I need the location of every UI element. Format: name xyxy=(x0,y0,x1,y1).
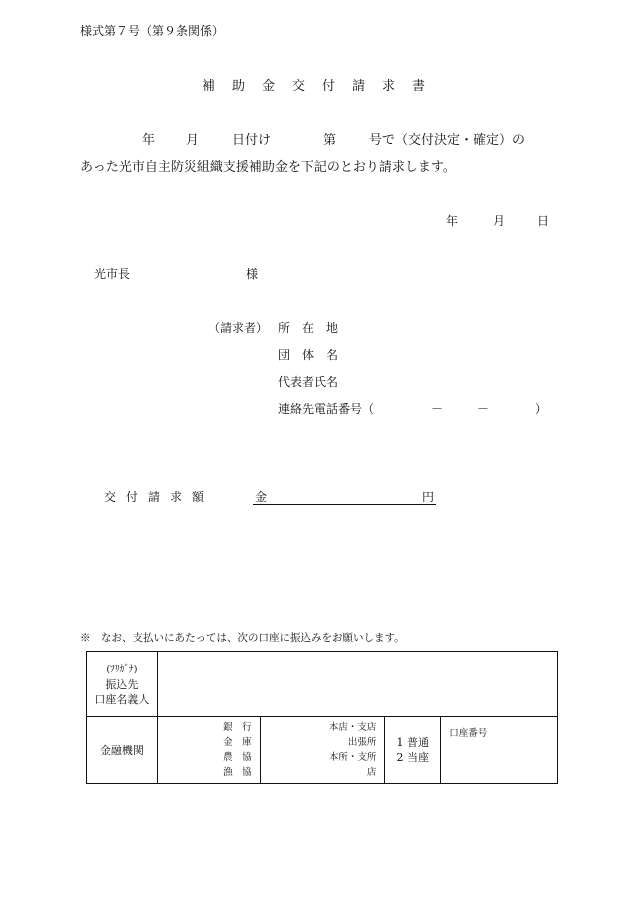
branch-ten: 店 xyxy=(366,767,377,778)
furigana-label: (ﾌﾘｶﾞﾅ) xyxy=(106,663,138,675)
intro-go-line: 号で（交付決定・確定）の xyxy=(369,133,526,148)
claimant-label: （請求者） xyxy=(208,321,269,335)
account-number-cell[interactable] xyxy=(441,717,558,784)
claimant-org: 団 体 名 xyxy=(278,348,339,362)
claimant-phone-dash2: － xyxy=(477,402,490,416)
claimant-address: 所 在 地 xyxy=(278,321,339,335)
type-nokyo: 農 協 xyxy=(223,752,252,763)
account-type-current: 2 当座 xyxy=(396,751,430,764)
form-number: 様式第７号（第９条関係） xyxy=(80,24,225,38)
amount-label: 交付請求額 xyxy=(104,490,215,504)
branch-shuchojo: 出張所 xyxy=(347,737,377,748)
account-type-ordinary: 1 普通 xyxy=(396,736,430,749)
date-day: 日 xyxy=(537,214,550,228)
intro-year: 年 xyxy=(142,133,156,148)
claimant-rep: 代表者氏名 xyxy=(278,375,339,389)
intro-month: 月 xyxy=(186,133,200,148)
account-type-cell[interactable] xyxy=(385,717,441,784)
addressee-name: 光市長 xyxy=(94,267,131,281)
addressee-honorific: 様 xyxy=(246,267,259,281)
page-title: 補助金交付請求書 xyxy=(202,79,443,94)
amount-prefix: 金 xyxy=(255,490,268,504)
date-month: 月 xyxy=(493,214,506,228)
payment-note: ※ なお、支払いにあたっては、次の口座に振込みをお願いします。 xyxy=(80,632,405,644)
institution-label: 金融機関 xyxy=(87,717,158,784)
date-year: 年 xyxy=(446,214,459,228)
type-bank: 銀 行 xyxy=(223,722,252,733)
claimant-phone-dash1: － xyxy=(431,402,444,416)
payee-label-1: 振込先 xyxy=(105,677,139,691)
amount-unit: 円 xyxy=(422,490,435,504)
type-gyokyo: 漁 協 xyxy=(223,767,252,778)
payee-name-field[interactable] xyxy=(157,652,557,717)
bank-account-table xyxy=(86,651,558,784)
account-number-label: 口座番号 xyxy=(449,728,488,739)
branch-types[interactable] xyxy=(260,717,385,784)
branch-honten-shiten: 本店・支店 xyxy=(328,722,377,733)
payee-label-2: 口座名義人 xyxy=(94,692,150,706)
amount-underline xyxy=(253,504,436,505)
intro-day-dated: 日付け xyxy=(232,133,272,148)
type-shinkin: 金 庫 xyxy=(223,737,252,748)
branch-honsho-shisho: 本所・支所 xyxy=(328,752,377,763)
intro-dai: 第 xyxy=(323,133,337,148)
institution-types[interactable] xyxy=(157,717,260,784)
payee-label-cell xyxy=(87,652,158,717)
intro-line2: あった光市自主防災組織支援補助金を下記のとおり請求します。 xyxy=(80,160,456,175)
claimant-phone-label: 連絡先電話番号（ xyxy=(278,402,375,416)
claimant-phone-close: ） xyxy=(535,402,548,416)
